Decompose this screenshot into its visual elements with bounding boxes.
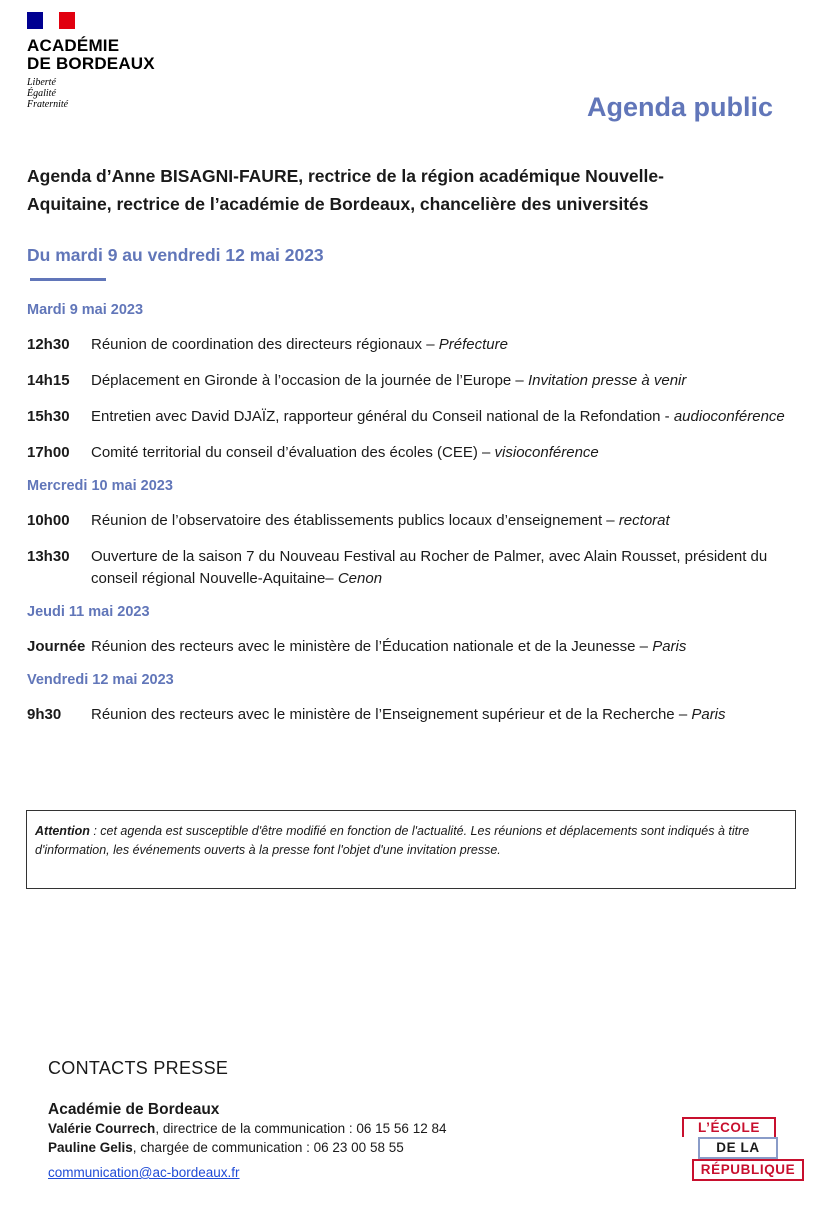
event-place: Invitation presse à venir [527, 372, 687, 389]
ecole-republique-logo [682, 1117, 804, 1181]
event-text: Déplacement en Gironde à l’occasion de la journée de l’Europe – [91, 372, 528, 389]
school-logo-line2: DE LA [698, 1137, 778, 1159]
school-logo-line1: L’ÉCOLE [682, 1117, 776, 1137]
contact-person [48, 1138, 568, 1157]
institution-logo [27, 12, 187, 110]
event-place: Cenon [337, 570, 383, 587]
event-text: Ouverture de la saison 7 du Nouveau Festival au Rocher de Palmer, avec Alain Rousset, président du conseil régional Nouvelle-Aquitaine– [91, 548, 768, 587]
day-heading: Jeudi 11 mai 2023 [27, 604, 150, 620]
agenda-intro: Agenda d’Anne BISAGNI-FAURE, rectrice de la région académique Nouvelle-Aquitaine, rectrice de l’académie de Bordeaux, chancelière des universités [27, 166, 664, 214]
event-place: visioconférence [494, 444, 599, 461]
event-time: 14h15 [27, 372, 70, 389]
day-section [27, 302, 807, 464]
event-time: 15h30 [27, 408, 70, 425]
day-heading: Mercredi 10 mai 2023 [27, 478, 173, 494]
attention-notice [26, 810, 796, 889]
event-description [91, 704, 807, 726]
event-text: Réunion des recteurs avec le ministère de l’Éducation nationale et de la Jeunesse – [91, 638, 653, 655]
event-place: rectorat [618, 512, 670, 529]
contact-role: , directrice de la communication : 06 15 56 12 84 [155, 1121, 447, 1136]
notice-text: : cet agenda est susceptible d'être modifié en fonction de l'actualité. Les réunions et déplacements sont indiqués à titre d'information, les événements ouverts à la presse font l'objet d'une invitation presse. [35, 824, 750, 857]
event-time: 10h00 [27, 512, 70, 529]
day-heading: Mardi 9 mai 2023 [27, 302, 144, 318]
event-text: Réunion des recteurs avec le ministère de l’Enseignement supérieur et de la Recherche – [91, 706, 692, 723]
event-description [91, 546, 807, 590]
notice-label: Attention [35, 824, 90, 838]
event-description [91, 636, 807, 658]
republic-motto [27, 77, 187, 110]
contact-name: Pauline Gelis [48, 1140, 133, 1155]
event-text: Réunion de coordination des directeurs régionaux – [91, 336, 439, 353]
event-text: Comité territorial du conseil d’évaluation des écoles (CEE) – [91, 444, 495, 461]
event-description [91, 406, 807, 428]
agenda-event [27, 442, 807, 464]
event-time: 9h30 [27, 706, 62, 723]
agenda-period: Du mardi 9 au vendredi 12 mai 2023 [27, 245, 324, 265]
event-time: 12h30 [27, 336, 70, 353]
agenda-event [27, 510, 807, 532]
event-description [91, 370, 807, 392]
event-place: audioconférence [673, 408, 785, 425]
event-place: Paris [652, 638, 687, 655]
motto-liberte: Liberté [27, 77, 56, 88]
contacts-organization: Académie de Bordeaux [48, 1101, 220, 1118]
agenda-event [27, 406, 807, 428]
period-underline [30, 278, 106, 281]
agenda-event [27, 704, 807, 726]
event-time: 13h30 [27, 548, 70, 565]
day-section [27, 478, 807, 590]
event-text: Réunion de l’observatoire des établissements publics locaux d’enseignement – [91, 512, 619, 529]
document-title: Agenda public [586, 92, 773, 122]
agenda-event [27, 370, 807, 392]
event-description [91, 510, 807, 532]
contact-name: Valérie Courrech [48, 1121, 156, 1136]
contact-role: , chargée de communication : 06 23 00 58 55 [132, 1140, 404, 1155]
motto-fraternite: Fraternité [27, 99, 69, 110]
event-description [91, 442, 807, 464]
school-logo-line3: RÉPUBLIQUE [692, 1159, 804, 1181]
agenda-list [27, 302, 807, 740]
contacts-title: CONTACTS PRESSE [48, 1058, 229, 1078]
press-contacts [48, 1058, 568, 1182]
event-place: Paris [691, 706, 726, 723]
french-flag-icon [27, 12, 75, 29]
event-time: 17h00 [27, 444, 70, 461]
day-section [27, 604, 807, 658]
event-description [91, 334, 807, 356]
contact-person [48, 1119, 568, 1138]
institution-name: ACADÉMIE DE BORDEAUX [27, 36, 155, 73]
contact-email-link[interactable]: communication@ac-bordeaux.fr [48, 1165, 240, 1180]
day-section [27, 672, 807, 726]
agenda-event [27, 636, 807, 658]
event-text: Entretien avec David DJAÏZ, rapporteur général du Conseil national de la Refondation - [91, 408, 674, 425]
event-place: Préfecture [438, 336, 508, 353]
day-heading: Vendredi 12 mai 2023 [27, 672, 174, 688]
motto-egalite: Égalité [27, 88, 56, 99]
agenda-event [27, 546, 807, 590]
agenda-event [27, 334, 807, 356]
event-time: Journée [27, 638, 86, 655]
